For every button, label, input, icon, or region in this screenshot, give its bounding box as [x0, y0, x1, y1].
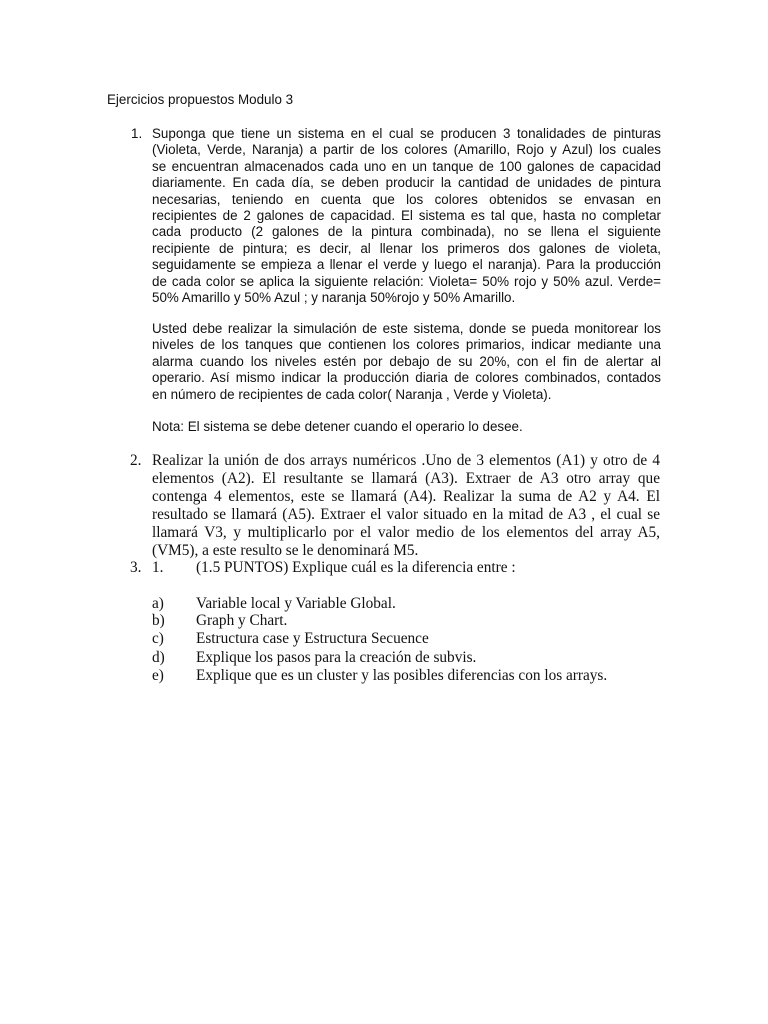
subitem-text: Explique los pasos para la creación de subvis.: [196, 649, 477, 666]
item-1-paragraph-2: [152, 321, 661, 403]
item-2-paragraph: [152, 452, 660, 560]
subitem-label: d): [152, 649, 165, 666]
subitem-label: b): [152, 612, 165, 629]
paragraph-line: contenga 4 elementos, este se llamará (A4). Realizar la suma de A2 y A4. El: [152, 488, 660, 505]
subitem-label: a): [152, 595, 164, 612]
paragraph-line: necesarias, teniendo en cuenta que los colores obtenidos se envasan en: [152, 191, 661, 207]
subitem-text: Estructura case y Estructura Secuence: [196, 630, 429, 647]
paragraph-line: niveles de los tanques que contienen los colores primarios, indicar mediante una: [152, 337, 661, 353]
item-1-paragraph-1: [152, 126, 661, 306]
item-3-number: 3.: [130, 559, 142, 576]
paragraph-line: recipiente de pintura; es decir, al llenar los primeros dos galones de violeta,: [152, 240, 661, 256]
paragraph-line: Usted debe realizar la simulación de este sistema, donde se pueda monitorear los: [152, 321, 661, 336]
item-1-number: 1.: [131, 126, 143, 141]
paragraph-line: diariamente. En cada día, se deben producir la cantidad de unidades de pintura: [152, 175, 661, 191]
subitem-text: Variable local y Variable Global.: [196, 595, 396, 612]
paragraph-line: (VM5), a este resulto se le denominará M5.: [152, 542, 419, 559]
paragraph-line: cada producto (2 galones de la pintura combinada), no se llena el siguiente: [152, 224, 661, 240]
paragraph-line: seguidamente se empieza a llenar el verde y luego el naranja). Para la producción: [152, 257, 661, 273]
document-title: Ejercicios propuestos Modulo 3: [107, 92, 294, 107]
subitem-text: Graph y Chart.: [196, 612, 288, 629]
subitem-label: e): [152, 667, 164, 684]
paragraph-line: alarma cuando los niveles estén por debajo de su 20%, con el fin de alertar al: [152, 353, 661, 369]
paragraph-line: se encuentran almacenados cada uno en un tanque de 100 galones de capacidad: [152, 158, 661, 174]
subitem-label: c): [152, 630, 164, 647]
paragraph-line: de cada color se aplica la siguiente relación: Violeta= 50% rojo y 50% azul. Verde=: [152, 273, 661, 289]
note-text: Nota: El sistema se debe detener cuando el operario lo desee.: [152, 419, 523, 434]
paragraph-line: recipientes de 2 galones de capacidad. El sistema es tal que, hasta no completar: [152, 208, 661, 224]
paragraph-line: resultado se llamará (A5). Extraer el valor situado en la mitad de A3 , el cual se: [152, 506, 660, 523]
paragraph-line: Suponga que tiene un sistema en el cual se producen 3 tonalidades de pinturas: [152, 126, 661, 141]
item-3-question: (1.5 PUNTOS) Explique cuál es la diferencia entre :: [196, 559, 516, 576]
paragraph-line: en número de recipientes de cada color( Naranja , Verde y Violeta).: [152, 386, 552, 402]
paragraph-line: Realizar la unión de dos arrays numéricos .Uno de 3 elementos (A1) y otro de 4: [152, 452, 660, 469]
paragraph-line: operario. Así mismo indicar la producción diaria de colores combinados, contados: [152, 370, 661, 386]
item-1-note: [152, 419, 661, 435]
item-3-inner-number: 1.: [152, 559, 164, 576]
item-2-number: 2.: [130, 452, 142, 469]
subitem-text: Explique que es un cluster y las posibles diferencias con los arrays.: [196, 667, 608, 684]
paragraph-line: llamará V3, y multiplicarlo por el valor medio de los elementos del array A5,: [152, 524, 660, 541]
paragraph-line: elementos (A2). El resultante se llamará (A3). Extraer de A3 otro array que: [152, 470, 660, 487]
paragraph-line: (Violeta, Verde, Naranja) a partir de los colores (Amarillo, Rojo y Azul) los cuales: [152, 142, 661, 158]
paragraph-line: 50% Amarillo y 50% Azul ; y naranja 50%rojo y 50% Amarillo.: [152, 290, 516, 306]
